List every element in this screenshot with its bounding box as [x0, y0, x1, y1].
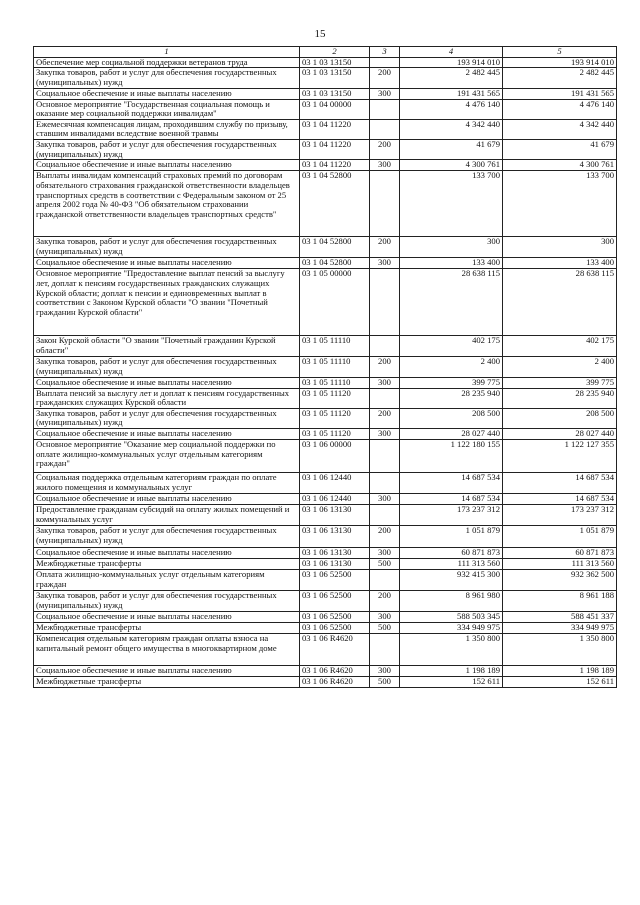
- row-amount-1-cell: 402 175: [400, 336, 503, 357]
- row-amount-1-cell: 28 235 940: [400, 388, 503, 408]
- row-vr-cell: 200: [370, 408, 400, 428]
- row-name-cell: Закупка товаров, работ и услуг для обеспечения государственных (муниципальных) нужд: [34, 140, 300, 160]
- row-amount-1-cell: 1 198 189: [400, 666, 503, 677]
- row-code-cell: 03 1 06 12440: [300, 473, 370, 494]
- row-amount-1-cell: 1 350 800: [400, 634, 503, 666]
- row-amount-2-cell: 588 451 337: [503, 612, 617, 623]
- row-amount-1-cell: 133 700: [400, 171, 503, 237]
- row-amount-2-cell: 14 687 534: [503, 473, 617, 494]
- row-vr-cell: 500: [370, 559, 400, 570]
- row-code-cell: 03 1 04 11220: [300, 140, 370, 160]
- row-name-cell: Социальное обеспечение и иные выплаты населению: [34, 429, 300, 440]
- row-name-cell: Предоставление гражданам субсидий на оплату жилых помещений и коммунальных услуг: [34, 505, 300, 526]
- row-code-cell: 03 1 06 52500: [300, 623, 370, 634]
- row-code-cell: 03 1 04 11220: [300, 160, 370, 171]
- row-vr-cell: 300: [370, 377, 400, 388]
- row-code-cell: 03 1 06 12440: [300, 494, 370, 505]
- row-vr-cell: 300: [370, 160, 400, 171]
- row-code-cell: 03 1 03 13150: [300, 57, 370, 68]
- row-amount-2-cell: 173 237 312: [503, 505, 617, 526]
- table-row: [34, 408, 617, 428]
- row-amount-1-cell: 932 415 300: [400, 570, 503, 591]
- table-row: [34, 634, 617, 666]
- row-code-cell: 03 1 05 11120: [300, 388, 370, 408]
- row-vr-cell: 300: [370, 258, 400, 269]
- table-row: [34, 258, 617, 269]
- row-code-cell: 03 1 05 11110: [300, 377, 370, 388]
- row-vr-cell: 300: [370, 494, 400, 505]
- row-name-cell: Основное мероприятие "Предоставление выплат пенсий за выслугу лет, доплат к пенсиям государственных гражданских служащих Курской области; доплат к пенсии и единовременных выплат в соответствии с Законом Курской области "О звании "Почетный гражданин Курской области": [34, 269, 300, 336]
- row-name-cell: Закупка товаров, работ и услуг для обеспечения государственных (муниципальных) нужд: [34, 237, 300, 258]
- row-vr-cell: 200: [370, 526, 400, 548]
- row-amount-2-cell: 399 775: [503, 377, 617, 388]
- row-code-cell: 03 1 05 11120: [300, 408, 370, 428]
- row-code-cell: 03 1 06 13130: [300, 505, 370, 526]
- row-amount-1-cell: 173 237 312: [400, 505, 503, 526]
- row-amount-1-cell: 1 051 879: [400, 526, 503, 548]
- row-vr-cell: [370, 269, 400, 336]
- row-vr-cell: [370, 634, 400, 666]
- row-name-cell: Закупка товаров, работ и услуг для обеспечения государственных (муниципальных) нужд: [34, 68, 300, 88]
- row-code-cell: 03 1 04 00000: [300, 99, 370, 119]
- row-amount-2-cell: 133 700: [503, 171, 617, 237]
- row-name-cell: Социальное обеспечение и иные выплаты населению: [34, 377, 300, 388]
- row-code-cell: 03 1 05 11120: [300, 429, 370, 440]
- row-amount-1-cell: 28 027 440: [400, 429, 503, 440]
- row-code-cell: 03 1 04 11220: [300, 119, 370, 139]
- row-vr-cell: [370, 57, 400, 68]
- row-amount-2-cell: 4 476 140: [503, 99, 617, 119]
- row-vr-cell: 300: [370, 612, 400, 623]
- table-row: [34, 269, 617, 336]
- row-amount-2-cell: 208 500: [503, 408, 617, 428]
- row-code-cell: 03 1 05 11110: [300, 357, 370, 377]
- header-cell-5: 5: [503, 47, 617, 58]
- row-name-cell: Социальное обеспечение и иные выплаты населению: [34, 160, 300, 171]
- table-row: [34, 526, 617, 548]
- row-code-cell: 03 1 04 52800: [300, 258, 370, 269]
- row-amount-1-cell: 41 679: [400, 140, 503, 160]
- row-vr-cell: [370, 473, 400, 494]
- row-amount-2-cell: 133 400: [503, 258, 617, 269]
- row-amount-1-cell: 1 122 180 155: [400, 440, 503, 473]
- row-amount-2-cell: 193 914 010: [503, 57, 617, 68]
- table-row: [34, 88, 617, 99]
- row-vr-cell: [370, 440, 400, 473]
- table-row: [34, 57, 617, 68]
- row-vr-cell: 300: [370, 88, 400, 99]
- row-amount-1-cell: 8 961 980: [400, 591, 503, 612]
- row-amount-2-cell: 191 431 565: [503, 88, 617, 99]
- row-name-cell: Социальная поддержка отдельным категориям граждан по оплате жилого помещения и коммунальных услуг: [34, 473, 300, 494]
- row-amount-2-cell: 28 235 940: [503, 388, 617, 408]
- row-vr-cell: 200: [370, 357, 400, 377]
- row-amount-2-cell: 2 482 445: [503, 68, 617, 88]
- row-amount-1-cell: 28 638 115: [400, 269, 503, 336]
- table-row: [34, 440, 617, 473]
- header-cell-4: 4: [400, 47, 503, 58]
- row-amount-2-cell: 4 342 440: [503, 119, 617, 139]
- row-vr-cell: 200: [370, 237, 400, 258]
- row-code-cell: 03 1 06 00000: [300, 440, 370, 473]
- table-row: [34, 140, 617, 160]
- row-name-cell: Социальное обеспечение и иные выплаты населению: [34, 494, 300, 505]
- row-name-cell: Выплата пенсий за выслугу лет и доплат к пенсиям государственных гражданских служащих Курской области: [34, 388, 300, 408]
- row-name-cell: Социальное обеспечение и иные выплаты населению: [34, 612, 300, 623]
- table-row: [34, 494, 617, 505]
- table-row: [34, 570, 617, 591]
- row-amount-2-cell: 14 687 534: [503, 494, 617, 505]
- row-amount-2-cell: 402 175: [503, 336, 617, 357]
- table-row: [34, 591, 617, 612]
- row-amount-1-cell: 208 500: [400, 408, 503, 428]
- row-vr-cell: [370, 99, 400, 119]
- row-amount-2-cell: 334 949 975: [503, 623, 617, 634]
- row-code-cell: 03 1 03 13150: [300, 68, 370, 88]
- header-cell-1: 1: [34, 47, 300, 58]
- row-amount-2-cell: 8 961 188: [503, 591, 617, 612]
- row-vr-cell: 200: [370, 68, 400, 88]
- row-name-cell: Межбюджетные трансферты: [34, 677, 300, 688]
- row-amount-1-cell: 191 431 565: [400, 88, 503, 99]
- row-name-cell: Социальное обеспечение и иные выплаты населению: [34, 88, 300, 99]
- row-code-cell: 03 1 06 R4620: [300, 677, 370, 688]
- row-amount-1-cell: 334 949 975: [400, 623, 503, 634]
- row-name-cell: Закупка товаров, работ и услуг для обеспечения государственных (муниципальных) нужд: [34, 357, 300, 377]
- row-vr-cell: 500: [370, 623, 400, 634]
- row-name-cell: Закон Курской области "О звании "Почетный гражданин Курской области": [34, 336, 300, 357]
- row-amount-1-cell: 2 400: [400, 357, 503, 377]
- row-name-cell: Социальное обеспечение и иные выплаты населению: [34, 666, 300, 677]
- row-amount-2-cell: 4 300 761: [503, 160, 617, 171]
- row-amount-2-cell: 300: [503, 237, 617, 258]
- row-amount-1-cell: 399 775: [400, 377, 503, 388]
- row-code-cell: 03 1 06 52500: [300, 612, 370, 623]
- row-amount-2-cell: 60 871 873: [503, 548, 617, 559]
- table-row: [34, 473, 617, 494]
- row-amount-1-cell: 193 914 010: [400, 57, 503, 68]
- row-name-cell: Ежемесячная компенсация лицам, проходившим службу по призыву, ставшим инвалидами вследствие военной травмы: [34, 119, 300, 139]
- row-vr-cell: 300: [370, 429, 400, 440]
- row-code-cell: 03 1 05 11110: [300, 336, 370, 357]
- row-code-cell: 03 1 04 52800: [300, 237, 370, 258]
- table-row: [34, 171, 617, 237]
- row-amount-1-cell: 2 482 445: [400, 68, 503, 88]
- row-amount-2-cell: 111 313 560: [503, 559, 617, 570]
- row-amount-2-cell: 2 400: [503, 357, 617, 377]
- row-name-cell: Межбюджетные трансферты: [34, 623, 300, 634]
- row-amount-2-cell: 41 679: [503, 140, 617, 160]
- table-row: [34, 357, 617, 377]
- table-header-row: [34, 47, 617, 58]
- table-row: [34, 388, 617, 408]
- table-row: [34, 237, 617, 258]
- table-row: [34, 377, 617, 388]
- table-row: [34, 336, 617, 357]
- table-row: [34, 623, 617, 634]
- row-code-cell: 03 1 06 52500: [300, 591, 370, 612]
- row-code-cell: 03 1 06 R4620: [300, 666, 370, 677]
- row-amount-1-cell: 4 342 440: [400, 119, 503, 139]
- row-name-cell: Обеспечение мер социальной поддержки ветеранов труда: [34, 57, 300, 68]
- row-name-cell: Межбюджетные трансферты: [34, 559, 300, 570]
- row-vr-cell: 200: [370, 140, 400, 160]
- row-amount-2-cell: 1 350 800: [503, 634, 617, 666]
- row-vr-cell: [370, 336, 400, 357]
- row-name-cell: Социальное обеспечение и иные выплаты населению: [34, 548, 300, 559]
- row-amount-1-cell: 133 400: [400, 258, 503, 269]
- row-name-cell: Основное мероприятие "Государственная социальная помощь и оказание мер социальной поддержки инвалидам": [34, 99, 300, 119]
- header-cell-3: 3: [370, 47, 400, 58]
- row-name-cell: Закупка товаров, работ и услуг для обеспечения государственных (муниципальных) нужд: [34, 591, 300, 612]
- row-amount-2-cell: 1 198 189: [503, 666, 617, 677]
- row-code-cell: 03 1 04 52800: [300, 171, 370, 237]
- table-row: [34, 429, 617, 440]
- table-row: [34, 505, 617, 526]
- row-vr-cell: [370, 388, 400, 408]
- row-amount-1-cell: 300: [400, 237, 503, 258]
- table-row: [34, 666, 617, 677]
- row-vr-cell: 500: [370, 677, 400, 688]
- row-amount-2-cell: 1 051 879: [503, 526, 617, 548]
- row-amount-1-cell: 152 611: [400, 677, 503, 688]
- row-vr-cell: 300: [370, 666, 400, 677]
- row-code-cell: 03 1 06 13130: [300, 559, 370, 570]
- table-row: [34, 677, 617, 688]
- table-row: [34, 612, 617, 623]
- table-row: [34, 119, 617, 139]
- row-name-cell: Оплата жилищно-коммунальных услуг отдельным категориям граждан: [34, 570, 300, 591]
- row-amount-1-cell: 588 503 345: [400, 612, 503, 623]
- row-code-cell: 03 1 06 R4620: [300, 634, 370, 666]
- row-vr-cell: [370, 171, 400, 237]
- row-vr-cell: [370, 505, 400, 526]
- row-name-cell: Закупка товаров, работ и услуг для обеспечения государственных (муниципальных) нужд: [34, 526, 300, 548]
- row-vr-cell: 200: [370, 591, 400, 612]
- row-code-cell: 03 1 03 13150: [300, 88, 370, 99]
- row-name-cell: Компенсация отдельным категориям граждан оплаты взноса на капитальный ремонт общего имущества в многоквартирном доме: [34, 634, 300, 666]
- row-name-cell: Выплаты инвалидам компенсаций страховых премий по договорам обязательного страхования гражданской ответственности владельцев транспортных средств в соответствии с Федеральным законом от 25 апреля 2002 года № 40-ФЗ "Об обязательном страховании гражданской ответственности владельцев транспортных средств": [34, 171, 300, 237]
- row-amount-1-cell: 14 687 534: [400, 473, 503, 494]
- row-amount-1-cell: 4 300 761: [400, 160, 503, 171]
- row-vr-cell: 300: [370, 548, 400, 559]
- row-code-cell: 03 1 06 13130: [300, 548, 370, 559]
- header-cell-2: 2: [300, 47, 370, 58]
- row-amount-2-cell: 152 611: [503, 677, 617, 688]
- table-row: [34, 548, 617, 559]
- row-vr-cell: [370, 570, 400, 591]
- row-vr-cell: [370, 119, 400, 139]
- row-amount-2-cell: 28 638 115: [503, 269, 617, 336]
- table-row: [34, 99, 617, 119]
- row-code-cell: 03 1 05 00000: [300, 269, 370, 336]
- row-amount-2-cell: 1 122 127 355: [503, 440, 617, 473]
- row-amount-2-cell: 932 362 500: [503, 570, 617, 591]
- budget-table: [33, 46, 617, 688]
- table-row: [34, 559, 617, 570]
- page-number: 15: [314, 28, 326, 40]
- row-name-cell: Основное мероприятие "Оказание мер социальной поддержки по оплате жилищно-коммунальных услуг отдельным категориям граждан": [34, 440, 300, 473]
- row-amount-1-cell: 14 687 534: [400, 494, 503, 505]
- row-code-cell: 03 1 06 52500: [300, 570, 370, 591]
- table-row: [34, 160, 617, 171]
- row-amount-1-cell: 4 476 140: [400, 99, 503, 119]
- row-name-cell: Социальное обеспечение и иные выплаты населению: [34, 258, 300, 269]
- row-code-cell: 03 1 06 13130: [300, 526, 370, 548]
- row-name-cell: Закупка товаров, работ и услуг для обеспечения государственных (муниципальных) нужд: [34, 408, 300, 428]
- row-amount-1-cell: 60 871 873: [400, 548, 503, 559]
- row-amount-2-cell: 28 027 440: [503, 429, 617, 440]
- row-amount-1-cell: 111 313 560: [400, 559, 503, 570]
- table-row: [34, 68, 617, 88]
